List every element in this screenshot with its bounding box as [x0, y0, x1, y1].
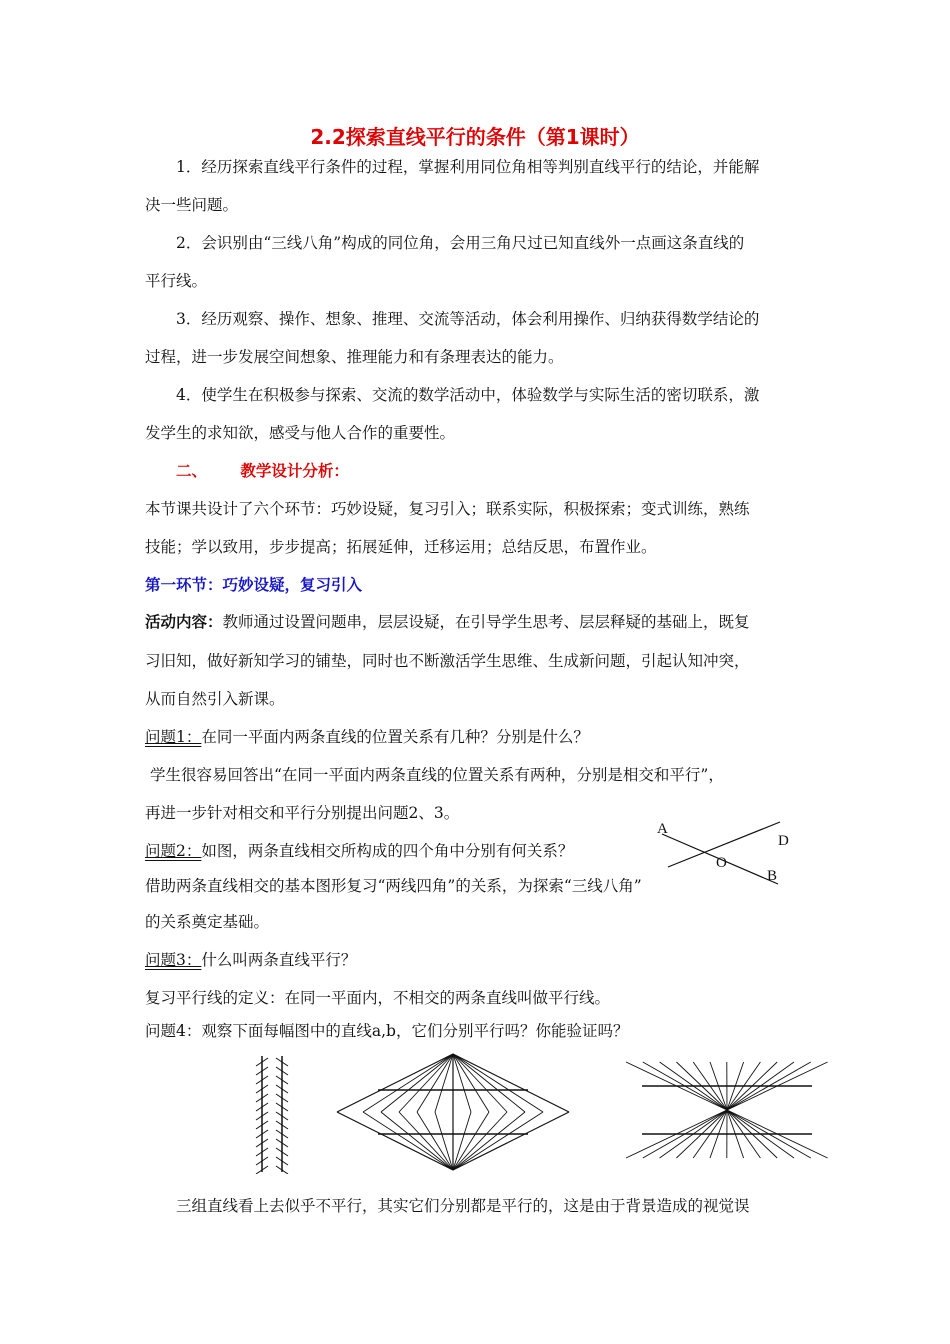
fan-line [399, 1112, 453, 1170]
objective-2a: 2．会识别由“三线八角”构成的同位角，会用三角尺过已知直线外一点画这条直线的 [176, 234, 745, 252]
activity-line-3: 从而自然引入新课。 [145, 690, 285, 708]
activity-line-1 [145, 612, 750, 632]
question-2 [145, 841, 573, 861]
label-a: A [657, 821, 668, 837]
question-3-answer: 复习平行线的定义：在同一平面内，不相交的两条直线叫做平行线。 [145, 989, 611, 1007]
question-2-note-2: 的关系奠定基础。 [145, 913, 270, 931]
question-2-note-1: 借助两条直线相交的基本图形复习“两线四角”的关系，为探索“三线八角” [145, 877, 642, 895]
question-3 [145, 950, 356, 970]
activity-label: 活动内容： [145, 613, 223, 631]
diamond-edge [453, 1054, 569, 1112]
fan-line [453, 1112, 507, 1170]
fan-line [399, 1054, 453, 1112]
fan-line [453, 1054, 543, 1112]
objective-3b: 过程，进一步发展空间想象、推理能力和有条理表达的能力。 [145, 348, 564, 366]
question-4: 问题4：观察下面每幅图中的直线a,b，它们分别平行吗？你能验证吗？ [145, 1022, 629, 1040]
question-3-label: 问题3： [145, 951, 202, 969]
activity-line-2: 习旧知，做好新知学习的铺垫，同时也不断激活学生思维、生成新问题，引起认知冲突， [145, 652, 750, 670]
fan-line [363, 1112, 453, 1170]
design-line-1: 本节课共设计了六个环节：巧妙设疑，复习引入；联系实际，积极探索；变式训练，熟练 [145, 500, 750, 518]
objective-2b: 平行线。 [145, 272, 208, 290]
section-2-number: 二、 [176, 462, 208, 480]
section-2-title: 教学设计分析： [240, 462, 349, 480]
objective-1a: 1．经历探索直线平行条件的过程，掌握利用同位角相等判别直线平行的结论，并能解 [176, 158, 760, 176]
fan-line [453, 1054, 471, 1112]
fan-line [453, 1054, 525, 1112]
fan-line [453, 1054, 507, 1112]
objective-3a: 3．经历观察、操作、想象、推理、交流等活动，体会利用操作、归纳获得数学结论的 [176, 310, 760, 328]
fan-line [363, 1054, 453, 1112]
objective-4b: 发学生的求知欲，感受与他人合作的重要性。 [145, 424, 456, 442]
diamond-edge [453, 1112, 569, 1170]
label-b: B [767, 868, 778, 884]
fan-line [381, 1112, 453, 1170]
question-1-answer-2: 再进一步针对相交和平行分别提出问题2、3。 [145, 804, 460, 822]
diamond-fan-figure [333, 1052, 573, 1172]
diamond-edge [337, 1112, 453, 1170]
hourglass-fan-figure [622, 1060, 832, 1160]
label-d: D [778, 833, 789, 849]
activity-text-1: 教师通过设置问题串，层层设疑，在引导学生思考、层层释疑的基础上，既复 [222, 613, 750, 631]
fan-line [453, 1112, 543, 1170]
label-o: O [716, 855, 727, 871]
fan-line [381, 1054, 453, 1112]
hatched-parallel-lines-figure [248, 1054, 298, 1174]
question-1-label: 问题1： [145, 728, 202, 746]
question-1-text: 在同一平面内两条直线的位置关系有几种？分别是什么？ [201, 728, 589, 746]
question-1-answer-1: 学生很容易回答出“在同一平面内两条直线的位置关系有两种，分别是相交和平行”， [150, 766, 724, 784]
section-2-heading [176, 461, 349, 481]
question-2-text: 如图，两条直线相交所构成的四个角中分别有何关系？ [201, 842, 574, 860]
step-1-heading: 第一环节：巧妙设疑，复习引入 [145, 576, 363, 594]
conclusion-line: 三组直线看上去似乎不平行，其实它们分别都是平行的，这是由于背景造成的视觉误 [176, 1197, 750, 1215]
objective-4a: 4．使学生在积极参与探索、交流的数学活动中，体验数学与实际生活的密切联系，激 [176, 386, 760, 404]
question-3-text: 什么叫两条直线平行？ [201, 951, 357, 969]
page-title: 2.2探索直线平行的条件（第1课时） [310, 125, 640, 149]
question-1 [145, 727, 589, 747]
diamond-edge [337, 1054, 453, 1112]
objective-1b: 决一些问题。 [145, 196, 239, 214]
design-line-2: 技能；学以致用，步步提高；拓展延伸，迁移运用；总结反思，布置作业。 [145, 538, 657, 556]
fan-line [435, 1054, 453, 1112]
fan-line [435, 1112, 453, 1170]
question-2-label: 问题2： [145, 842, 202, 860]
fan-line [453, 1112, 471, 1170]
fan-line [453, 1112, 525, 1170]
